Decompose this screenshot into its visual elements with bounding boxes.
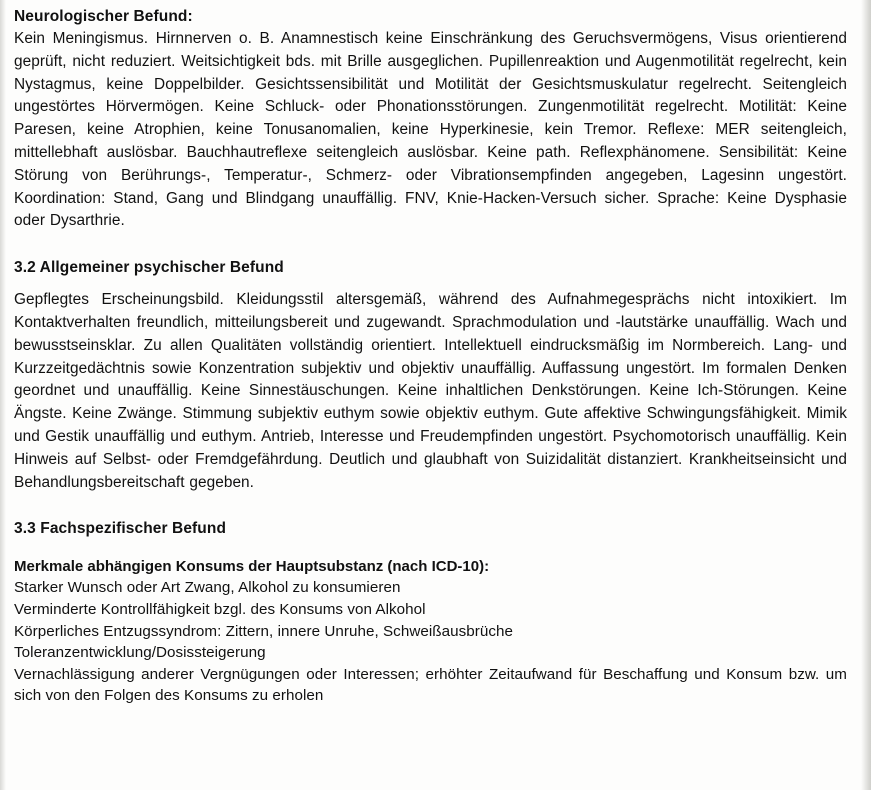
criteria-item: Körperliches Entzugssyndrom: Zittern, innere Unruhe, Schweißausbrüche	[14, 622, 513, 640]
section-heading-psych: 3.2 Allgemeiner psychischer Befund	[14, 259, 284, 277]
section-fachspezifischer-befund	[14, 520, 847, 538]
criteria-block	[14, 558, 847, 706]
section-neurologischer-befund	[14, 8, 847, 233]
section-body-neuro: Kein Meningismus. Hirnnerven o. B. Anamnestisch keine Einschränkung des Geruchsvermögens, Visus orientierend geprüft, nicht reduziert. Weitsichtigkeit bds. mit Brille ausgeglichen. Pupillenreaktion und Augenmotilität regelrecht, kein Nystagmus, keine Doppelbilder. Gesichtssensibilität und Motilität der Gesichtsmuskulatur regelrecht. Seitengleich ungestörtes Hörvermögen. Keine Schluck- oder Phonationsstörungen. Zungenmotilität regelrecht. Motilität: Keine Paresen, keine Atrophien, keine Tonusanomalien, keine Hyperkinesie, kein Tremor. Reflexe: MER seitengleich, mittellebhaft auslösbar. Bauchhautreflexe seitengleich auslösbar. Keine path. Reflexphänomene. Sensibilität: Keine Störung von Berührungs-, Temperatur-, Schmerz- oder Vibrationsempfinden angegeben, Lagesinn ungestört. Koordination: Stand, Gang und Blindgang unauffällig. FNV, Knie-Hacken-Versuch sicher. Sprache: Keine Dysphasie oder Dysarthrie.	[14, 30, 847, 230]
section-heading-neuro: Neurologischer Befund:	[14, 8, 193, 25]
spacer	[14, 237, 847, 259]
spacer	[14, 498, 847, 520]
section-heading-fach: 3.3 Fachspezifischer Befund	[14, 520, 227, 538]
spacer	[14, 542, 847, 558]
criteria-item: Verminderte Kontrollfähigkeit bzgl. des Konsums von Alkohol	[14, 600, 426, 618]
section-body-psych: Gepflegtes Erscheinungsbild. Kleidungsstil altersgemäß, während des Aufnahmegesprächs nicht intoxikiert. Im Kontaktverhalten freundlich, mitteilungsbereit und zugewandt. Sprachmodulation und -lautstärke unauffällig. Wach und bewusstseinsklar. Zu allen Qualitäten vollständig orientiert. Intellektuell eindrucksmäßig im Normbereich. Lang- und Kurzzeitgedächtnis sowie Konzentration subjektiv und objektiv unauffällig. Auffassung ungestört. Im formalen Denken geordnet und unauffällig. Keine Sinnestäuschungen. Keine inhaltlichen Denkstörungen. Keine Ich-Störungen. Keine Ängste. Keine Zwänge. Stimmung subjektiv euthym sowie objektiv euthym. Gute affektive Schwingungsfähigkeit. Mimik und Gestik unauffällig und euthym. Antrieb, Interesse und Freudempfinden ungestört. Psychomotorisch unauffällig. Kein Hinweis auf Selbst- oder Fremdgefährdung. Deutlich und glaubhaft von Suizidalität distanziert. Krankheitseinsicht und Behandlungsbereitschaft gegeben.	[14, 291, 847, 491]
criteria-item: Starker Wunsch oder Art Zwang, Alkohol zu konsumieren	[14, 579, 401, 597]
section-allgemeiner-psychischer-befund	[14, 259, 847, 494]
spacer	[14, 279, 847, 289]
criteria-heading: Merkmale abhängigen Konsums der Hauptsubstanz (nach ICD-10):	[14, 558, 490, 576]
criteria-item: Vernachlässigung anderer Vergnügungen oder Interessen; erhöhter Zeitaufwand für Beschaffung und Konsum bzw. um sich von den Folgen des Konsums zu erholen	[14, 665, 847, 705]
document-body	[14, 8, 847, 707]
criteria-item: Toleranzentwicklung/Dosissteigerung	[14, 644, 266, 662]
